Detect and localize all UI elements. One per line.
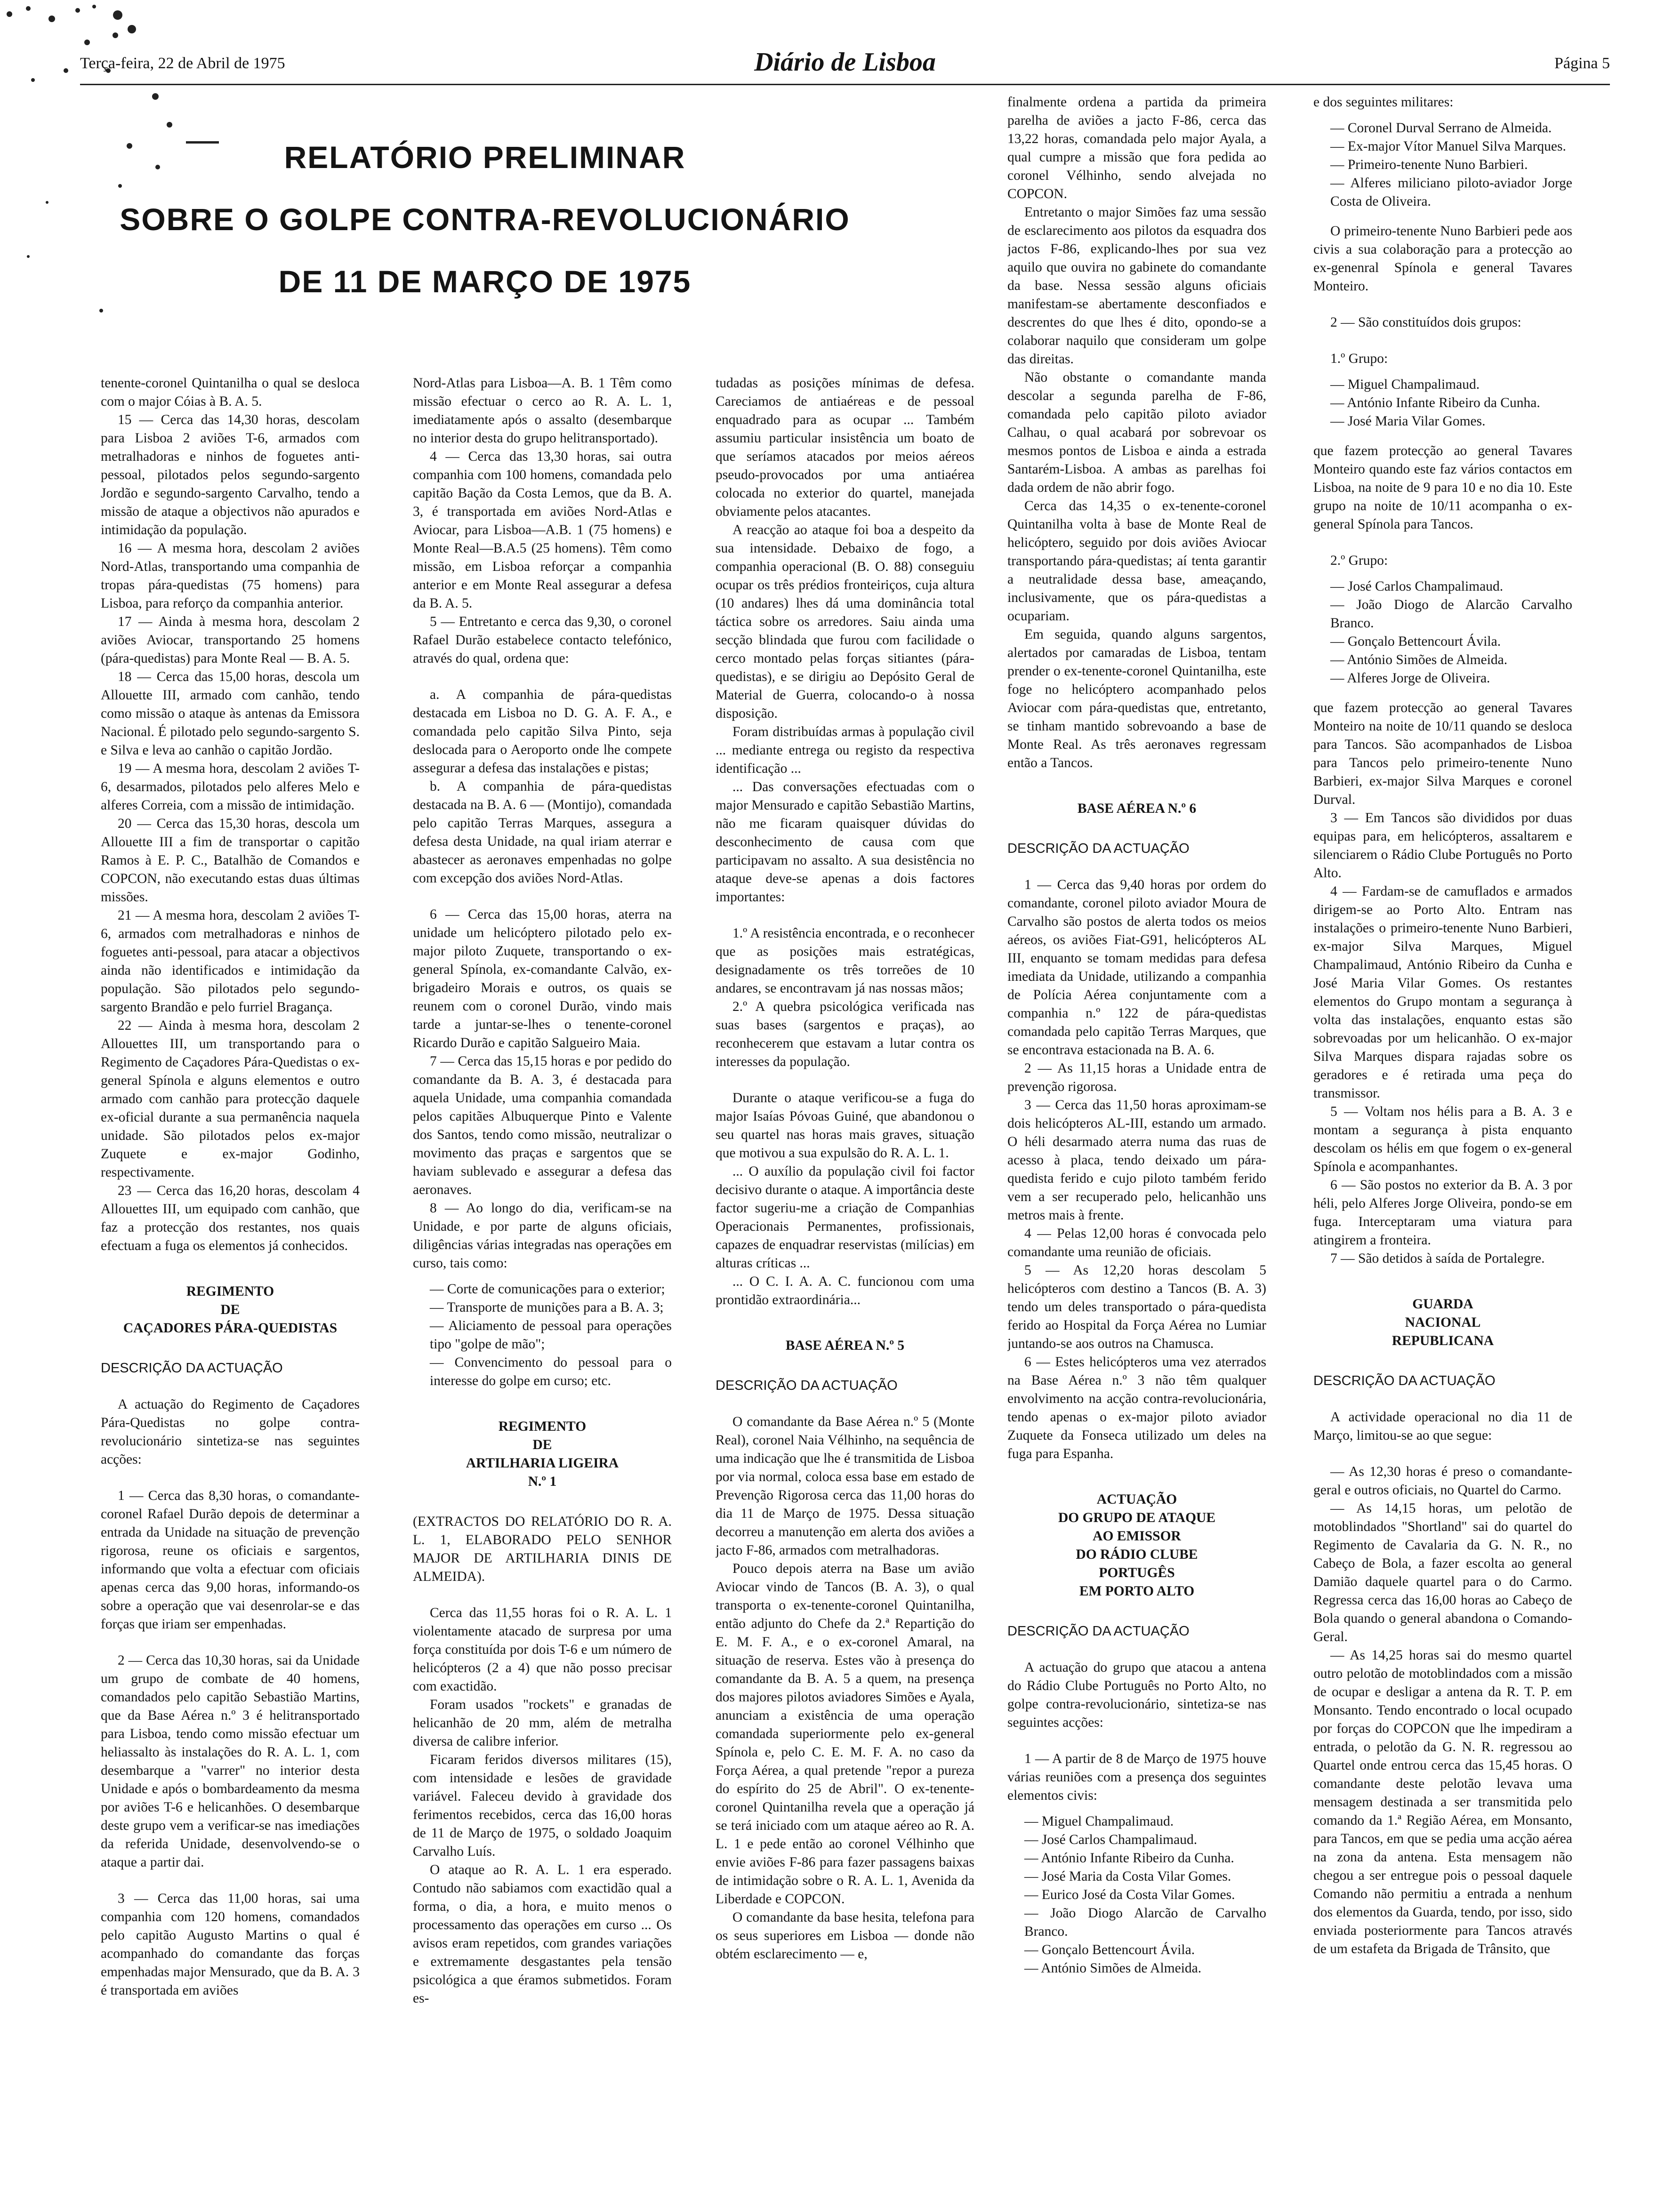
list-item: — Miguel Champalimaud.	[1330, 377, 1480, 392]
paragraph: Cerca das 11,55 horas foi o R. A. L. 1 violentamente atacado de surpresa por uma força constituída por dois T-6 e um número de helicópteros (2 a 4) que não posso precisar com exactidão.	[413, 1605, 672, 1694]
list	[1313, 119, 1572, 211]
list-item: — Gonçalo Bettencourt Ávila.	[1330, 634, 1501, 649]
paragraph: 18 — Cerca das 15,00 horas, descola um Allouette III, armado com canhão, tendo como missão o ataque às antenas da Emissora Nacional. É pilotado pelo segundo-sargento S. e Silva e leva ao canhão o capitão Jordão.	[101, 669, 360, 758]
heading-line: ACTUAÇÃO	[1096, 1492, 1177, 1507]
list-item: — António Infante Ribeiro da Cunha.	[1024, 1851, 1234, 1866]
list	[1313, 376, 1572, 431]
headline-line: RELATÓRIO PRELIMINAR	[284, 140, 686, 175]
list-item: — Eurico José da Costa Vilar Gomes.	[1024, 1887, 1235, 1902]
paragraph: 21 — A mesma hora, descolam 2 aviões T-6, armados com metralhadoras e ninhos de foguetes anti-pessoal, para atacar a objectivos ainda não identificados e intimidação da população. São pilotados pelo segundo-sargento Brandão e pelo furriel Bragança.	[101, 908, 360, 1015]
paragraph: 6 — São postos no exterior da B. A. 3 por héli, pelo Alferes Jorge Oliveira, pondo-se em fuga. Interceptaram uma viatura para atingirem a fronteira.	[1313, 1178, 1572, 1248]
paragraph: — As 14,25 horas sai do mesmo quartel outro pelotão de motoblindados com a missão de ocupar e desligar a antena da R. T. P. em Monsanto. Tendo encontrado o local ocupado por forças do COPCON que lhe impediram a entrada, o pelotão da G. N. R. regressou ao Quartel onde entrou cerca das 15,45 horas. O comandante deste pelotão levava uma mensagem destinada a ser transmitida pelo comando da 1.ª Região Aérea, em Monsanto, para Tancos, em que se pedia uma acção aérea na zona da antena. Esta mensagem não chegou a ser entregue pois o pessoal daquele Comando não permitiu a entrada a nenhum dos elementos da Guarda, tendo, por isso, sido enviada posteriormente para Tancos através de um estafeta da Brigada de Trânsito, que	[1313, 1648, 1572, 1956]
list-item: — José Carlos Champalimaud.	[1330, 579, 1504, 594]
paragraph: 7 — São detidos à saída de Portalegre.	[1330, 1251, 1545, 1266]
paragraph: O ataque ao R. A. L. 1 era esperado. Contudo não sabiamos com exactidão qual a forma, o dia, a hora, e muito menos o processamento das operações em curso ... Os avisos eram repetidos, com grandes variações e extremamente desgastantes pela tensão psicológica a que éramos submetidos. Foram es-	[413, 1862, 672, 2006]
paragraph: 2 — São constituídos dois grupos:	[1330, 315, 1521, 330]
extract-note: (EXTRACTOS DO RELATÓRIO DO R. A. L. 1, ELABORADO PELO SENHOR MAJOR DE ARTILHARIA DINIS DE ALMEIDA).	[413, 1514, 672, 1584]
paragraph: 7 — Cerca das 15,15 horas e por pedido do comandante da B. A. 3, é destacada para aquela Unidade, uma companhia comandada pelos capitães Albuquerque Pinto e Valente dos Santos, tendo como missão, neutralizar o movimento das praças e sargentos que se haviam sublevado e assegurar a defesa das aeronaves.	[413, 1054, 672, 1197]
heading-line: REGIMENTO	[186, 1284, 274, 1299]
list-item: — Corte de comunicações para o exterior;	[430, 1282, 665, 1297]
list	[1313, 577, 1572, 688]
list-item: — António Simões de Almeida.	[1024, 1961, 1202, 1976]
paragraph: 6 — Estes helicópteros uma vez aterrados na Base Aérea n.º 3 não têm qualquer envolvimento na acção contra-revolucionária, tendo apenas o ex-major piloto aviador Zuquete da Fonseca utilizado um deles na fuga para Espanha.	[1007, 1354, 1266, 1461]
paragraph: 17 — Ainda à mesma hora, descolam 2 aviões Aviocar, transportando 25 homens (pára-quedistas) para Monte Real — B. A. 5.	[101, 614, 360, 666]
paragraph: Durante o ataque verificou-se a fuga do major Isaías Póvoas Guiné, que abandonou o seu quartel nas horas mais graves, situação que motivou a sua expulsão do R. A. L. 1.	[716, 1090, 974, 1161]
paragraph: 22 — Ainda à mesma hora, descolam 2 Allouettes III, um transportando para o Regimento de Caçadores Pára-Quedistas o ex-general Spínola e alguns elementos e outro armado com canhão para protecção daquele ex-oficial durante a sua permanência naquela unidade. São pilotados pelos ex-major Zuquete e ex-major Godinho, respectivamente.	[101, 1018, 360, 1180]
section-subheading: DESCRIÇÃO DA ACTUAÇÃO	[1007, 841, 1190, 856]
paragraph: a. A companhia de pára-quedistas destacada em Lisboa no D. G. A. F. A., e comandada pelo capitão Silva Pinto, seja deslocada para o Aeroporto onde lhe compete assegurar a defesa das instalações e pistas;	[413, 687, 672, 776]
paragraph: Entretanto o major Simões faz uma sessão de esclarecimento aos pilotos da esquadra dos jactos F-86, explicando-lhes por sua vez aquilo que ouvira no gabinete do comandante da base. Nessa sessão alguns oficiais manifestam-se abertamente desconfiados e descrentes do que lhes é dito, opondo-se a colaborar naquilo que consideram um golpe das direitas.	[1007, 205, 1266, 367]
heading-line: DE	[220, 1302, 240, 1317]
paragraph: 1 — Cerca das 9,40 horas por ordem do comandante, coronel piloto aviador Moura de Carvalho são postos de alerta todos os meios aéreos, os aviões Fiat-G91, helicópteros AL III, enquanto se tomam medidas para defesa imediata da Unidade, utilizando a companhia de Polícia Aérea conjuntamente com a companhia n.º 122 de pára-quedistas comandada pelo capitão Terras Marques, que se encontrava estacionada na B. A. 6.	[1007, 877, 1266, 1058]
list-item: — João Diogo de Alarcão Carvalho Branco.	[1330, 597, 1572, 631]
heading-line: CAÇADORES PÁRA-QUEDISTAS	[123, 1321, 338, 1336]
section-heading	[1313, 1295, 1572, 1350]
paragraph: 5 — Entretanto e cerca das 9,30, o coronel Rafael Durão estabelece contacto telefónico, através do qual, ordena que:	[413, 614, 672, 666]
paragraph: Ficaram feridos diversos militares (15), com intensidade e lesões de gravidade variável. Faleceu devido à gravidade dos ferimentos recebidos, cerca das 16,00 horas de 11 de Março de 1975, o soldado Joaquim Carvalho Luís.	[413, 1752, 672, 1859]
paragraph: 3 — Cerca das 11,50 horas aproximam-se dois helicópteros AL-III, estando um armado. O héli desarmado aterra numa das ruas de acesso à placa, tendo deixado um pára-quedista ferido e cujo piloto também ferido vem a ser recuperado pelo, helicanhão uns metros mais à frente.	[1007, 1098, 1266, 1223]
list-item: — José Maria Vilar Gomes.	[1330, 414, 1486, 429]
list-item: — Convencimento do pessoal para o interesse do golpe em curso; etc.	[430, 1355, 672, 1388]
page-header	[80, 48, 1610, 85]
list-item: — Transporte de munições para a B. A. 3;	[430, 1300, 664, 1315]
paragraph: 16 — A mesma hora, descolam 2 aviões Nord-Atlas, transportando uma companhia de tropas pára-quedistas (75 homens) para Lisboa, para reforço da companhia anterior.	[101, 541, 360, 611]
paragraph: 1 — A partir de 8 de Março de 1975 houve várias reuniões com a presença dos seguintes elementos civis:	[1007, 1751, 1266, 1803]
heading-line: N.º 1	[528, 1474, 557, 1489]
heading-line: ARTILHARIA LIGEIRA	[466, 1456, 619, 1471]
paragraph: 3 — Cerca das 11,00 horas, sai uma companhia com 120 homens, comandados pelo capitão Augusto Martins o qual é acompanhado do comandante das forças empenhadas major Mensurado, que da B. A. 3 é transportada em aviões	[101, 1891, 360, 1998]
column-2	[413, 374, 672, 2200]
section-subheading: DESCRIÇÃO DA ACTUAÇÃO	[716, 1378, 898, 1393]
paragraph: 4 — Fardam-se de camuflados e armados dirigem-se ao Porto Alto. Entram nas instalações o primeiro-tenente Nuno Barbieri, ex-major Silva Marques, Miguel Champalimaud, António Ribeiro da Cunha e José Maria Vilar Gomes. Os restantes elementos do Grupo montam a segurança à volta das instalações, enquanto estas são sobrevoadas por um helicanhão. O ex-major Silva Marques dispara rajadas sobre os geradores e é retirada uma peça do transmissor.	[1313, 884, 1572, 1101]
heading-line: GUARDA	[1412, 1297, 1473, 1312]
paragraph: 23 — Cerca das 16,20 horas, descolam 4 Allouettes III, um equipado com canhão, que faz a protecção dos restantes, nos quais efectuam a fuga os elementos já conhecidos.	[101, 1183, 360, 1253]
paragraph: Nord-Atlas para Lisboa—A. B. 1 Têm como missão efectuar o cerco ao R. A. L. 1, imediatamente após o assalto (desembarque no interior desta do grupo helitransportado).	[413, 376, 672, 446]
paragraph: Foram distribuídas armas à população civil ... mediante entrega ou registo da respectiva identificação ...	[716, 724, 974, 776]
list-item: — Alferes miliciano piloto-aviador Jorge Costa de Oliveira.	[1330, 176, 1572, 209]
paragraph: tudadas as posições mínimas de defesa. Careciamos de antiaéreas e de pessoal enquadrado para as ocupar ... Também assumiu particular insistência um boato de que seríamos atacados por meios aéreos pseudo-provocados por uma antiaérea colocada no exterior do quartel, manejada obviamente pelos atacantes.	[716, 376, 974, 519]
list-item: — Alferes Jorge de Oliveira.	[1330, 671, 1490, 686]
paragraph: A actividade operacional no dia 11 de Março, limitou-se ao que segue:	[1313, 1410, 1572, 1443]
paragraph: 2 — Cerca das 10,30 horas, sai da Unidade um grupo de combate de 40 homens, comandados pelo capitão Sebastião Martins, que da Base Aérea n.º 3 é helitransportado para Lisboa, tendo como missão efectuar um heliassalto às instalações do R. A. L. 1, com desembarque a "varrer" no interior desta Unidade e após o bombardeamento da mesma por aviões T-6 e helicanhões. O desembarque deste grupo vem a verificar-se nas imediações da referida Unidade, desenvolvendo-se o ataque a partir dai.	[101, 1653, 360, 1870]
paragraph: 6 — Cerca das 15,00 horas, aterra na unidade um helicóptero pilotado pelo ex-major piloto Zuquete, transportando o ex-general Spínola, ex-comandante Calvão, ex-brigadeiro Morais e outros, os quais se reunem com o coronel Durão, vindo mais tarde a juntar-se-lhes o tenente-coronel Ricardo Durão e capitão Salgueiro Maia.	[413, 907, 672, 1050]
paragraph: Em seguida, quando alguns sargentos, alertados por camaradas de Lisboa, tentam prender o ex-tenente-coronel Quintanilha, este foge no helicóptero acompanhado pelos Aviocar com pára-quedistas que, entretanto, se tinham mantido sobrevoando a base de Monte Real. As três aeronaves regressam então a Tancos.	[1007, 627, 1266, 770]
paragraph: Foram usados "rockets" e granadas de helicanhão de 20 mm, além de metralha diversa de calibre inferior.	[413, 1697, 672, 1749]
paragraph: finalmente ordena a partida da primeira parelha de aviões a jacto F-86, cerca das 13,22 horas, comandada pelo major Ayala, a qual cumpre a missão que fora pedida ao coronel Vélhinho, sendo alvejada no COPCON.	[1007, 95, 1266, 201]
list-item: — Primeiro-tenente Nuno Barbieri.	[1330, 157, 1528, 172]
section-subheading: DESCRIÇÃO DA ACTUAÇÃO	[1313, 1373, 1496, 1388]
paragraph: que fazem protecção ao general Tavares Monteiro na noite de 10/11 quando se desloca para Tancos. São acompanhados de Lisboa para Tancos pelo primeiro-tenente Nuno Barbieri, ex-major Silva Marques e coronel Durval.	[1313, 700, 1572, 807]
heading-line: DE	[532, 1437, 552, 1452]
paragraph: que fazem protecção ao general Tavares Monteiro quando este faz vários contactos em Lisboa, na noite de 9 para 10 e no dia 10. Este grupo na noite de 10/11 acompanha o ex-general Spínola para Tancos.	[1313, 443, 1572, 532]
page-number: Página 5	[1554, 55, 1610, 72]
list-item: — Miguel Champalimaud.	[1024, 1814, 1174, 1829]
group-label: 2.º Grupo:	[1330, 553, 1388, 568]
section-heading	[413, 1418, 672, 1491]
paragraph: tenente-coronel Quintanilha o qual se desloca com o major Cóias à B. A. 5.	[101, 376, 360, 409]
section-heading: BASE AÉREA N.º 5	[785, 1338, 905, 1353]
list-item: — João Diogo Alarcão de Carvalho Branco.	[1024, 1906, 1266, 1939]
paragraph: Pouco depois aterra na Base um avião Aviocar vindo de Tancos (B. A. 3), o qual transporta o ex-tenente-coronel Quintanilha, então adjunto do Chefe da 2.ª Repartição do E. M. F. A., e o ex-coronel Amaral, na situação de reserva. Estes vão à presença do comandante da B. A. 5 a quem, na presença dos majores pilotos aviadores Simões e Ayala, anunciam a existência de uma operação comandada superiormente pelo ex-general Spínola e, pelo C. E. M. F. A. no caso da Força Aérea, a qual pretende "repor a pureza do espírito do 25 de Abril". O ex-tenente-coronel Quintanilha revela que a operação já se terá iniciado com um ataque aéreo ao R. A. L. 1 e pede então ao coronel Vélhinho que envie aviões F-86 para fazer passagens baixas de intimidação sobre o R. A. L. 1, Avenida da Liberdade e COPCON.	[716, 1561, 974, 1907]
paragraph: Não obstante o comandante manda descolar a segunda parelha de F-86, comandada pelo capitão piloto aviador Calhau, o qual acabará por sobrevoar os mesmos pontos de Lisboa e ainda a estrada Santarém-Lisboa. A ambas as parelhas foi dada ordem de não abrir fogo.	[1007, 370, 1266, 495]
heading-line: DO RÁDIO CLUBE	[1076, 1547, 1198, 1562]
paragraph: O comandante da Base Aérea n.º 5 (Monte Real), coronel Naia Vélhinho, na sequência de uma indicação que lhe é transmitida de Lisboa por via normal, coloca essa base em estado de Prevenção Rigorosa cerca das 11,00 horas do dia 11 de Março de 1975. Dessa situação decorreu a manutenção em alerta dos aviões a jacto F-86, armados com metralhadoras.	[716, 1414, 974, 1558]
headline-line: DE 11 DE MARÇO DE 1975	[278, 264, 692, 299]
paragraph: A actuação do Regimento de Caçadores Pára-Quedistas no golpe contra-revolucionário sintetiza-se nas seguintes acções:	[101, 1397, 360, 1467]
heading-line: DO GRUPO DE ATAQUE	[1058, 1510, 1216, 1525]
heading-line: REPUBLICANA	[1392, 1333, 1494, 1348]
paragraph: 1 — Cerca das 8,30 horas, o comandante-coronel Rafael Durão depois de determinar a entrada da Unidade na situação de prevenção rigorosa, reune os oficiais e sargentos, informando que volta a efectuar com oficiais apenas cerca das 9,00 horas, informando-os sobre a operação que vai desenrolar-se e das forças que iriam ser empenhadas.	[101, 1488, 360, 1632]
paragraph: 4 — Cerca das 13,30 horas, sai outra companhia com 100 homens, comandada pelo capitão Bação da Costa Lemos, que da B. A. 3, é transportada em aviões Nord-Atlas e Aviocar, para Lisboa—A.B. 1 (75 homens) e Monte Real—B.A.5 (25 homens). Têm como missão, em Lisboa reforçar a companhia anterior e em Monte Real assegurar a defesa da B. A. 5.	[413, 449, 672, 611]
paragraph: b. A companhia de pára-quedistas destacada na B. A. 6 — (Montijo), comandada pelo capitão Terras Marques, assegura a defesa desta Unidade, na qual iriam aterrar e abastecer as aeronaves empenhadas no golpe com excepção dos aviões Nord-Atlas.	[413, 779, 672, 886]
heading-line: REGIMENTO	[498, 1419, 587, 1434]
section-subheading: DESCRIÇÃO DA ACTUAÇÃO	[101, 1361, 283, 1376]
list-item: — José Maria da Costa Vilar Gomes.	[1024, 1869, 1231, 1884]
column-4	[1007, 93, 1266, 2200]
paragraph: 5 — As 12,20 horas descolam 5 helicópteros com destino a Tancos (B. A. 3) tendo um deles transportado o pára-quedista ferido ao Hospital da Força Aérea no Lumiar juntando-se aos outros na Chamusca.	[1007, 1263, 1266, 1351]
list-item: — Coronel Durval Serrano de Almeida.	[1330, 120, 1552, 136]
list-item: — Gonçalo Bettencourt Ávila.	[1024, 1942, 1195, 1957]
paragraph: 4 — Pelas 12,00 horas é convocada pelo comandante uma reunião de oficiais.	[1007, 1226, 1266, 1259]
paragraph: 1.º A resistência encontrada, e o reconhecer que as posições mais estratégicas, designadamente os três torreões de 10 andares, se encontravam já nas nossas mãos;	[716, 926, 974, 996]
list	[1007, 1812, 1266, 1978]
paragraph: O comandante da base hesita, telefona para os seus superiores em Lisboa — donde não obtém esclarecimento — e,	[716, 1910, 974, 1962]
column-1	[101, 374, 360, 2200]
issue-date: Terça-feira, 22 de Abril de 1975	[80, 55, 285, 72]
paragraph: A actuação do grupo que atacou a antena do Rádio Clube Português no Porto Alto, no golpe contra-revolucionário, sintetiza-se nas seguintes acções:	[1007, 1660, 1266, 1730]
paragraph: 5 — Voltam nos hélis para a B. A. 3 e montam a segurança à pista enquanto descolam os hélis em que fogem o ex-general Spínola e acompanhantes.	[1313, 1104, 1572, 1174]
paragraph: ... Das conversações efectuadas com o major Mensurado e capitão Sebastião Martins, não me ficaram quaisquer dúvidas do desconhecimento de causa com que participavam no assalto. A sua desistência no ataque deve-se apenas a dois factores importantes:	[716, 779, 974, 905]
list	[413, 1280, 672, 1390]
paragraph: ... O auxílio da população civil foi factor decisivo durante o ataque. A importância deste factor sugeriu-me a criação de Companhias Operacionais Permanentes, profissionais, capazes de enquadrar reservistas (milícias) em alturas críticas ...	[716, 1164, 974, 1271]
list-item: — Aliciamento de pessoal para operações tipo "golpe de mão";	[430, 1318, 672, 1352]
paragraph: 20 — Cerca das 15,30 horas, descola um Allouette III a fim de transportar o capitão Ramos à E. P. C., Batalhão de Comandos e COPCON, não executando estas duas últimas missões.	[101, 816, 360, 905]
heading-line: EM PORTO ALTO	[1079, 1584, 1195, 1599]
paragraph: — As 14,15 horas, um pelotão de motoblindados "Shortland" sai do quartel do Regimento de Cavalaria da G. N. R., no Cabeço de Bola, a fazer escolta ao general Damião daquele quartel para o do Carmo. Regressa cerca das 16,00 horas ao Cabeço de Bola quando o general abandona o Comando-Geral.	[1313, 1501, 1572, 1644]
masthead: Diário de Lisboa	[754, 48, 936, 77]
paragraph: e dos seguintes militares:	[1313, 95, 1454, 110]
list-item: — António Infante Ribeiro da Cunha.	[1330, 395, 1540, 410]
paragraph: 15 — Cerca das 14,30 horas, descolam para Lisboa 2 aviões T-6, armados com metralhadoras e ninhos de foguetes anti-pessoal, pilotados pelos segundo-sargento Jordão e segundo-sargento Carvalho, tendo a missão de ataque a objectivos não apurados e intimidação da população.	[101, 412, 360, 537]
paragraph: 3 — Em Tancos são divididos por duas equipas para, em helicópteros, assaltarem e silenciarem o Rádio Clube Português no Porto Alto.	[1313, 810, 1572, 881]
heading-line: NACIONAL	[1405, 1315, 1481, 1330]
paragraph: 8 — Ao longo do dia, verificam-se na Unidade, e por parte de alguns oficiais, diligências várias integradas nas operações em curso, tais como:	[413, 1201, 672, 1271]
section-heading: BASE AÉREA N.º 6	[1077, 801, 1197, 816]
heading-line: PORTUGÊS	[1099, 1565, 1175, 1580]
heading-line: AO EMISSOR	[1093, 1529, 1181, 1544]
column-3	[716, 374, 974, 2200]
list-item: — José Carlos Champalimaud.	[1024, 1832, 1198, 1847]
paragraph: 2 — As 11,15 horas a Unidade entra de prevenção rigorosa.	[1007, 1061, 1266, 1094]
list-item: — António Simões de Almeida.	[1330, 652, 1508, 667]
list-item: — Ex-major Vítor Manuel Silva Marques.	[1330, 139, 1566, 154]
paragraph: A reacção ao ataque foi boa a despeito da sua intensidade. Debaixo de fogo, a companhia operacional (B. O. 88) conseguiu ocupar os três prédios fronteiriços, cuja altura (10 andares) lhes dá uma dominância total táctica sobre os arredores. Saiu ainda uma secção blindada que furou com facilidade o cerco montado pelas forças sitiantes (pára-quedistas), e se dirigiu ao Depósito Geral de Material de Guerra, colocando-o à nossa disposição.	[716, 522, 974, 721]
column-5	[1313, 93, 1572, 2200]
paragraph: 2.º A quebra psicológica verificada nas suas bases (sargentos e praças), ao reconhecerem que estavam a lutar contra os interesses da população.	[716, 999, 974, 1069]
headline-line: SOBRE O GOLPE CONTRA-REVOLUCIONÁRIO	[120, 202, 850, 237]
paragraph: — As 12,30 horas é preso o comandante-geral e outros oficiais, no Quartel do Carmo.	[1313, 1464, 1572, 1498]
paragraph: ... O C. I. A. A. C. funcionou com uma prontidão extraordinária...	[716, 1274, 974, 1307]
section-subheading: DESCRIÇÃO DA ACTUAÇÃO	[1007, 1624, 1190, 1639]
section-heading	[1007, 1491, 1266, 1601]
paragraph: 19 — A mesma hora, descolam 2 aviões T-6, desarmados, pilotados pelo alferes Melo e alferes Correia, com a missão de intimidação.	[101, 761, 360, 813]
paragraph: Cerca das 14,35 o ex-tenente-coronel Quintanilha volta à base de Monte Real de helicóptero, seguido por dois aviões Aviocar transportando pára-quedistas; aí tenta garantir a neutralidade dessa base, ameaçando, inclusivamente, que os pára-quedistas a ocupariam.	[1007, 498, 1266, 624]
paragraph: O primeiro-tenente Nuno Barbieri pede aos civis a sua colaboração para a protecção ao ex-genenral Spínola e general Tavares Monteiro.	[1313, 224, 1572, 294]
headline	[108, 126, 861, 313]
section-heading	[101, 1282, 360, 1338]
group-label: 1.º Grupo:	[1330, 351, 1388, 366]
